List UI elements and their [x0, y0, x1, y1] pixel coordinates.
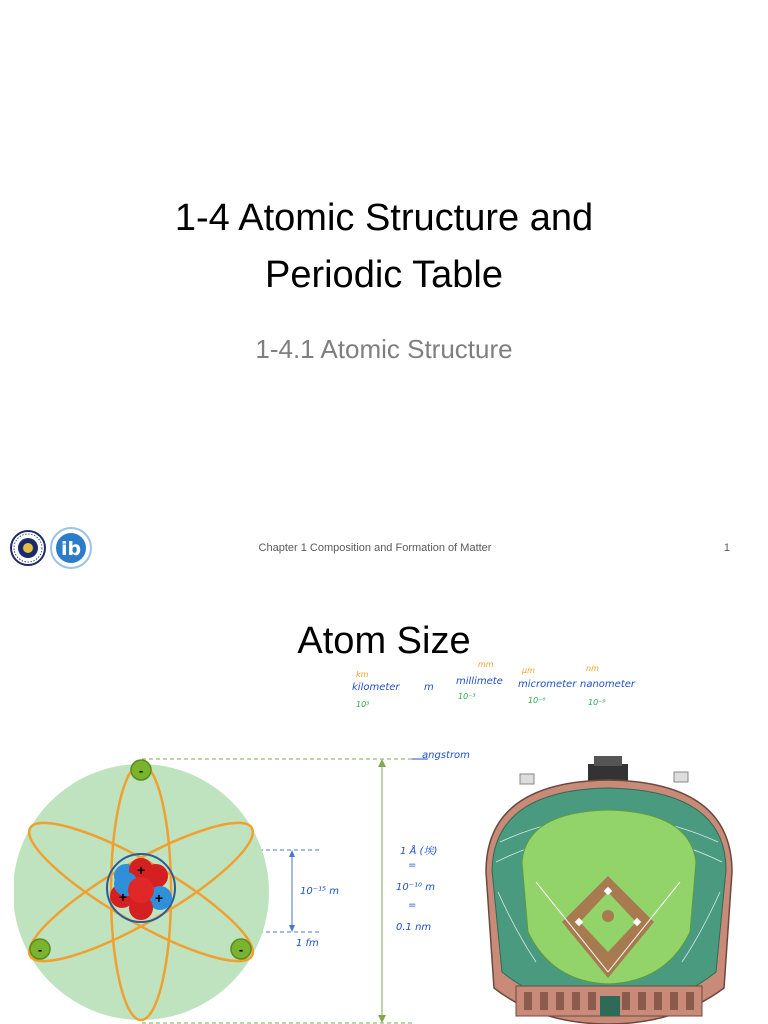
- title-line-1: 1-4 Atomic Structure and: [174, 197, 594, 239]
- electron-top: [131, 760, 151, 780]
- nucleus-size-label: 10⁻¹⁵ m: [300, 886, 339, 897]
- ib-logo-icon: [48, 522, 94, 574]
- atom-size-slide: [0, 576, 768, 1024]
- femtometer-label: 1 fm: [296, 938, 319, 949]
- light-tower: [674, 772, 688, 782]
- title-line-2: Periodic Table: [264, 254, 503, 296]
- unit-abbr-km: km: [356, 670, 369, 679]
- electron-sign: -: [37, 942, 43, 957]
- electron-left: [30, 939, 50, 959]
- electron-sign: -: [138, 763, 144, 778]
- slide-footer: Chapter 1 Composition and Formation of Matter: [258, 542, 492, 554]
- proton-sign: +: [136, 862, 146, 878]
- slide-subtitle: 1-4.1 Atomic Structure: [255, 334, 513, 364]
- unit-power-km: 10³: [356, 700, 370, 709]
- light-tower: [520, 774, 534, 784]
- proton-sign: +: [118, 889, 128, 905]
- atom-diagram: [14, 752, 274, 1024]
- slide-title: [0, 190, 768, 304]
- equals-sign-1: =: [408, 860, 417, 871]
- unit-power-nm: 10⁻⁹: [588, 698, 606, 707]
- unit-power-um: 10⁻⁶: [528, 696, 546, 705]
- unit-abbr-um: μm: [522, 666, 535, 675]
- stadium-gate: [600, 996, 620, 1016]
- electron-right: [231, 939, 251, 959]
- unit-micrometer: micrometer: [518, 679, 577, 690]
- proton: [128, 877, 154, 903]
- unit-kilometer: kilometer: [352, 682, 400, 693]
- atom-size-nanometers: 0.1 nm: [396, 922, 432, 933]
- unit-meter: m: [424, 682, 434, 693]
- atom-size-angstrom: 1 Å (埃): [400, 846, 438, 857]
- equals-sign-2: =: [408, 900, 417, 911]
- atom-size-meters: 10⁻¹⁰ m: [396, 882, 435, 893]
- unit-abbr-mm: mm: [478, 660, 494, 669]
- page-number: 1: [723, 542, 730, 554]
- electron-sign: -: [238, 942, 244, 957]
- proton-sign: +: [154, 890, 164, 906]
- slide-2-title: Atom Size: [297, 620, 471, 662]
- ib-logo-text: ib: [60, 538, 82, 560]
- unit-millimeter: millimete: [456, 676, 503, 687]
- school-logos: [8, 522, 96, 574]
- unit-abbr-nm: nm: [586, 664, 599, 673]
- unit-power-mm: 10⁻³: [458, 692, 476, 701]
- pitchers-mound: [602, 910, 614, 922]
- baseball-stadium-illustration: [476, 752, 744, 1024]
- unit-nanometer: nanometer: [580, 679, 635, 690]
- angstrom-label: angstrom: [422, 750, 470, 761]
